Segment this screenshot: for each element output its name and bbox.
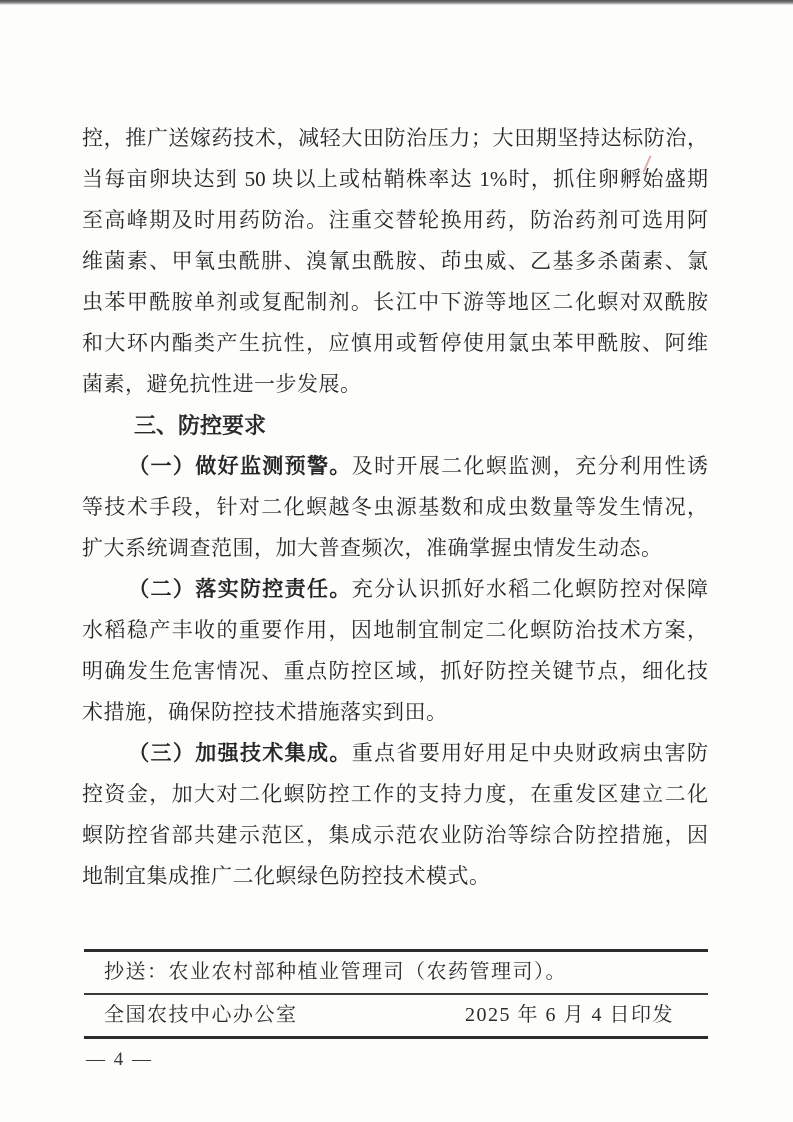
scan-top-edge: [0, 0, 793, 5]
item-2-line: 明确发生危害情况、重点防控区域，抓好防控关键节点，细化技: [82, 659, 708, 683]
print-date: 2025 年 6 月 4 日印发: [465, 1004, 674, 1026]
item-3-line: 控资金，加大对二化螟防控工作的支持力度，在重发区建立二化: [82, 782, 708, 806]
body-line: 和大环内酯类产生抗性，应慎用或暂停使用氯虫苯甲酰胺、阿维: [82, 331, 708, 355]
issuing-office: 全国农技中心办公室: [104, 1004, 298, 1026]
item-1-line: 扩大系统调查范围，加大普查频次，准确掌握虫情发生动态。: [82, 536, 663, 560]
item-2-line: 术措施，确保防控技术措施落实到田。: [82, 700, 448, 724]
item-3-lead-rest: 重点省要用好用足中央财政病虫害防: [351, 741, 709, 765]
item-2-line: 水稻稳产丰收的重要作用，因地制宜制定二化螟防治技术方案，: [82, 618, 708, 642]
body-line: 菌素，避免抗性进一步发展。: [82, 372, 362, 396]
item-2-bold-lead: （二）落实防控责任。: [128, 577, 352, 601]
cc-line: 抄送：农业农村部种植业管理司（农药管理司）。: [104, 961, 567, 983]
section-heading: 三、防控要求: [134, 413, 267, 438]
item-2-lead-rest: 充分认识抓好水稻二化螟防控对保障: [351, 577, 709, 601]
body-line: 虫苯甲酰胺单剂或复配制剂。长江中下游等地区二化螟对双酰胺: [82, 290, 708, 314]
item-1-lead-rest: 及时开展二化螟监测，充分利用性诱: [351, 454, 709, 478]
document-body: [82, 118, 708, 897]
body-line: 至高峰期及时用药防治。注重交替轮换用药，防治药剂可选用阿: [82, 208, 708, 232]
item-1-bold-lead: （一）做好监测预警。: [128, 454, 352, 478]
body-line: 当每亩卵块达到 50 块以上或枯鞘株率达 1%时，抓住卵孵始盛期: [82, 167, 708, 191]
body-line: 维菌素、甲氧虫酰肼、溴氰虫酰胺、茚虫威、乙基多杀菌素、氯: [82, 249, 708, 273]
footer-bottom-rule: [84, 1036, 708, 1039]
item-3-line: [82, 733, 708, 774]
item-2-line: [82, 569, 708, 610]
page-number: — 4 —: [86, 1049, 153, 1070]
item-3-line: 地制宜集成推广二化螟绿色防控技术模式。: [82, 864, 491, 888]
document-footer: [84, 949, 708, 1039]
body-line: 控，推广送嫁药技术，减轻大田防治压力；大田期坚持达标防治，: [82, 126, 708, 150]
item-1-line: [82, 446, 708, 487]
item-3-line: 螟防控省部共建示范区，集成示范农业防治等综合防控措施，因: [82, 823, 708, 847]
issue-row: [84, 995, 708, 1036]
item-1-line: 等技术手段，针对二化螟越冬虫源基数和成虫数量等发生情况，: [82, 495, 708, 519]
item-3-bold-lead: （三）加强技术集成。: [128, 741, 352, 765]
